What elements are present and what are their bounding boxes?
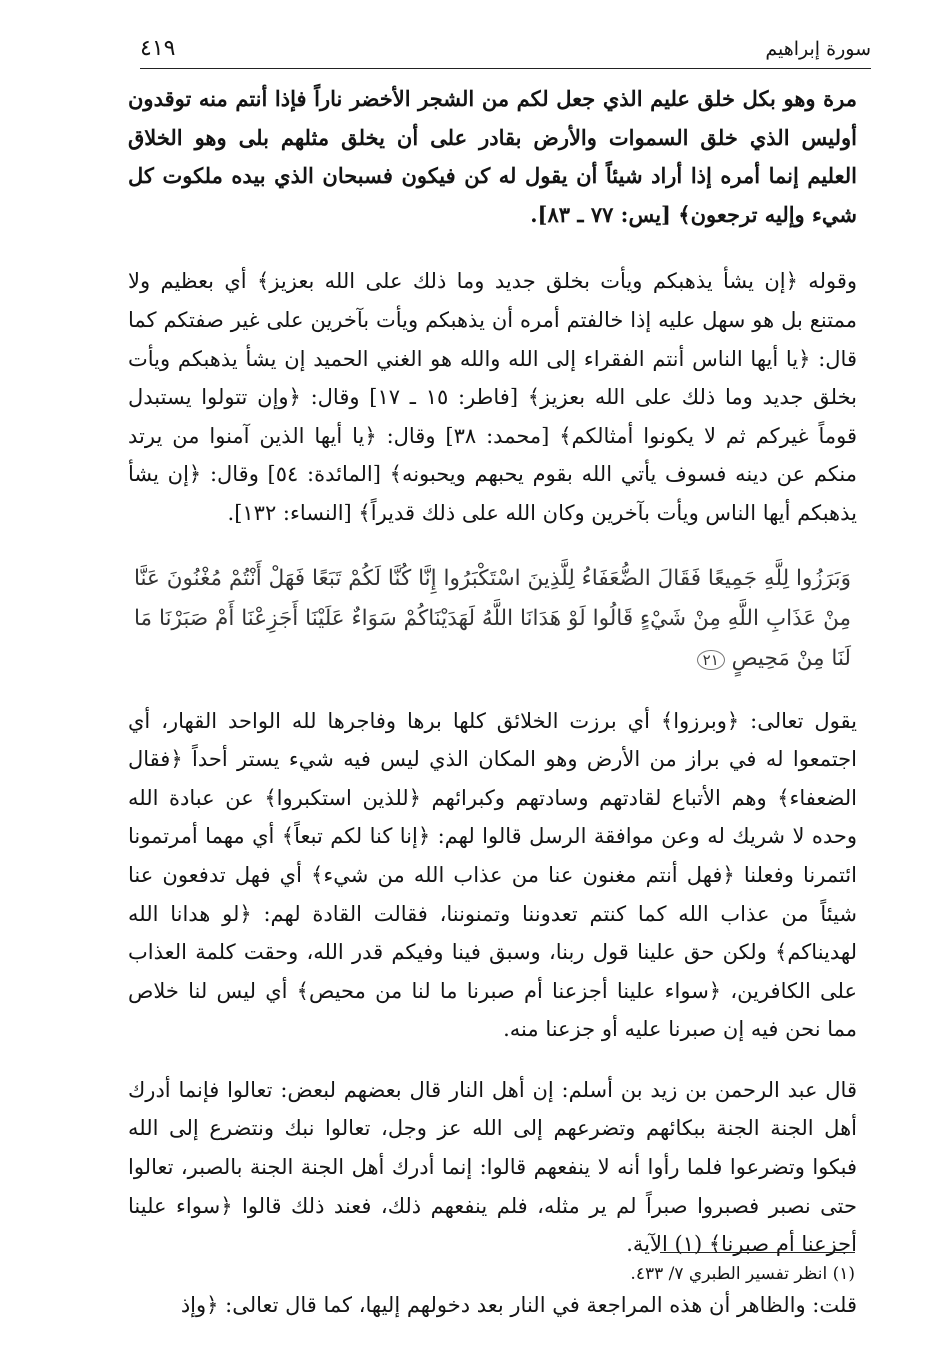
footnote-divider	[660, 1252, 855, 1253]
quran-verse-text: وَبَرَزُوا لِلَّهِ جَمِيعًا فَقَالَ الضُّعَفَاءُ لِلَّذِينَ اسْتَكْبَرُوا إِنَّا كُنَّا لَكُمْ تَبَعًا فَهَلْ أَنْتُمْ مُغْنُونَ عَنَّا مِنْ عَذَابِ اللَّهِ مِنْ شَيْءٍ قَالُوا لَوْ هَدَانَا اللَّهُ لَهَدَيْنَاكُمْ سَوَاءٌ عَلَيْنَا أَجَزِعْنَا أَمْ صَبَرْنَا مَا لَنَا مِنْ مَحِيصٍ	[134, 565, 851, 671]
page-number: ٤١٩	[140, 36, 176, 61]
paragraph-2: وقوله ﴿إن يشأ يذهبكم ويأت بخلق جديد وما ذلك على الله بعزيز﴾ أي بعظيم ولا ممتنع بل هو سهل عليه إذا خالفتم أمره أن يذهبكم ويأت بآخرين على غير صفتكم كما قال: ﴿يا أيها الناس أنتم الفقراء إلى الله والله هو الغني الحميد إن يشأ يذهبكم ويأت بخلق جديد وما ذلك على الله بعزيز﴾ [فاطر: ١٥ ـ ١٧] وقال: ﴿وإن تتولوا يستبدل قوماً غيركم ثم لا يكونوا أمثالكم﴾ [محمد: ٣٨] وقال: ﴿يا أيها الذين آمنوا من يرتد منكم عن دينه فسوف يأتي الله بقوم يحبهم ويحبونه﴾ [المائدة: ٥٤] وقال: ﴿إن يشأ يذهبكم أيها الناس ويأت بآخرين وكان الله على ذلك قديراً﴾ [النساء: ١٣٢].	[128, 269, 858, 525]
page-header	[140, 30, 871, 69]
paragraph-3: يقول تعالى: ﴿وبرزوا﴾ أي برزت الخلائق كلها برها وفاجرها لله الواحد القهار، أي اجتمعوا له في براز من الأرض وهو المكان الذي ليس فيه شيء يستر أحداً ﴿فقال الضعفاء﴾ وهم الأتباع لقادتهم وسادتهم وكبرائهم ﴿للذين استكبروا﴾ عن عبادة الله وحده لا شريك له وعن موافقة الرسل قالوا لهم: ﴿إنا كنا لكم تبعاً﴾ أي مهما أمرتمونا ائتمرنا وفعلنا ﴿فهل أنتم مغنون عنا من عذاب الله من شيء﴾ أي فهل تدفعون عنا شيئاً من عذاب الله كما كنتم تعدوننا وتمنوننا، فقالت القادة لهم: ﴿لو هدانا الله لهديناكم﴾ ولكن حق علينا قول ربنا، وسبق فينا وفيكم قدر الله، وحقت كلمة العذاب على الكافرين، ﴿سواء علينا أجزعنا أم صبرنا ما لنا من محيص﴾ أي ليس لنا خلاص مما نحن فيه إن صبرنا عليه أو جزعنا منه.	[128, 708, 857, 1042]
paragraph-5: قلت: والظاهر أن هذه المراجعة في النار بعد دخولهم إليها، كما قال تعالى: ﴿وإذ	[180, 1292, 857, 1317]
surah-name: سورة إبراهيم	[765, 38, 871, 60]
page-body	[128, 80, 857, 1324]
footnote: (١) انظر تفسير الطبري ٧/ ٤٣٣.	[630, 1264, 855, 1284]
paragraph-4: قال عبد الرحمن بن زيد بن أسلم: إن أهل النار قال بعضهم لبعض: تعالوا فإنما أدرك أهل الجنة الجنة ببكائهم وتضرعهم إلى الله عز وجل، تعالوا نبك ونتضرع إلى الله فبكوا وتضرعوا فلما رأوا أنه لا ينفعهم قالوا: إنما أدرك أهل الجنة الجنة بالصبر، تعالوا حتى نصبر فصبروا صبراً لم ير مثله، فلم ينفعهم ذلك، فعند ذلك قالوا ﴿سواء علينا أجزعنا أم صبرنا﴾ (١) الآية.	[128, 1077, 857, 1257]
ayah-number: ٢١	[697, 650, 725, 670]
quran-verse	[134, 559, 851, 680]
paragraph-1: مرة وهو بكل خلق عليم الذي جعل لكم من الشجر الأخضر ناراً فإذا أنتم منه توقدون أوليس الذي خلق السموات والأرض بقادر على أن يخلق مثلهم بلى وهو الخلاق العليم إنما أمره إذا أراد شيئاً أن يقول له كن فيكون فسبحان الذي بيده ملكوت كل شيء وإليه ترجعون﴾ [يس: ٧٧ ـ ٨٣].	[128, 86, 857, 227]
